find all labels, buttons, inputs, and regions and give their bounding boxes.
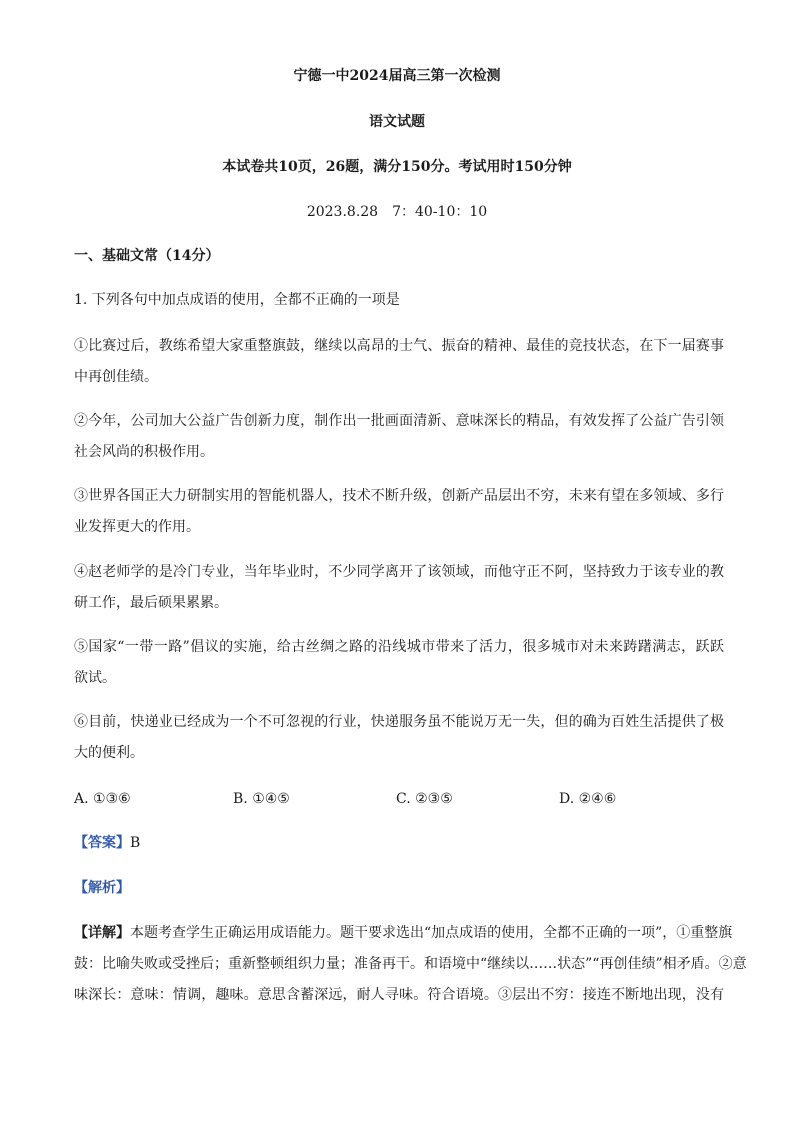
exam-info: 本试卷共10页，26题，满分150分。考试用时150分钟 <box>222 159 572 175</box>
detail-line-3: 味深长：意味：情调，趣味。意思含蓄深远，耐人寻味。符合语境。③层出不穷：接连不断地出现，没有 <box>74 987 724 1003</box>
item-5-line-2: 欲试。 <box>74 670 116 686</box>
item-6-line-1: ⑥目前，快递业已经成为一个不可忽视的行业，快递服务虽不能说万无一失，但的确为百姓生活提供了极 <box>74 714 724 730</box>
answer-value: B <box>130 835 141 851</box>
analysis-line <box>74 878 724 898</box>
item-1-line-1: ①比赛过后，教练希望大家重整旗鼓，继续以高昂的士气、振奋的精神、最佳的竞技状态，在下一届赛事 <box>74 338 724 354</box>
item-2-line-2: 社会风尚的积极作用。 <box>74 444 214 460</box>
subject-title: 语文试题 <box>369 114 425 130</box>
answer-line <box>74 833 724 853</box>
item-1-line-2: 中再创佳绩。 <box>74 369 158 385</box>
option-a: A. ①③⑥ <box>74 791 131 807</box>
detail-line-2: 鼓：比喻失败或受挫后；重新整顿组织力量；准备再干。和语境中“继续以……状态”“再创佳绩”相矛盾。②意 <box>74 956 747 972</box>
option-d: D. ②④⑥ <box>559 791 617 807</box>
section-heading: 一、基础文常（14分） <box>74 248 220 264</box>
item-3-line-2: 业发挥更大的作用。 <box>74 519 200 535</box>
item-4-line-2: 研工作，最后硕果累累。 <box>74 595 228 611</box>
detail-tag: 【详解】 <box>74 925 130 941</box>
option-b: B. ①④⑤ <box>233 791 290 807</box>
detail-text-1: 本题考查学生正确运用成语能力。题干要求选出“加点成语的使用，全都不正确的一项”，①重整旗 <box>130 925 733 941</box>
detail-line-1 <box>74 923 733 943</box>
school-title: 宁德一中2024届高三第一次检测 <box>293 68 501 84</box>
question-stem: 1. 下列各句中加点成语的使用，全都不正确的一项是 <box>74 292 400 308</box>
item-2-line-1: ②今年，公司加大公益广告创新力度，制作出一批画面清新、意味深长的精品，有效发挥了公益广告引领 <box>74 413 724 429</box>
item-6-line-2: 大的便利。 <box>74 745 144 761</box>
answer-tag: 【答案】 <box>74 835 130 851</box>
item-4-line-1: ④赵老师学的是冷门专业，当年毕业时，不少同学离开了该领域，而他守正不阿，坚持致力于该专业的教 <box>74 564 724 580</box>
option-c: C. ②③⑤ <box>396 791 453 807</box>
analysis-tag: 【解析】 <box>74 880 130 896</box>
item-5-line-1: ⑤国家“一带一路”倡议的实施，给古丝绸之路的沿线城市带来了活力，很多城市对未来踌躇满志，跃跃 <box>74 639 724 655</box>
exam-datetime: 2023.8.28 7：40-10：10 <box>306 204 488 220</box>
item-3-line-1: ③世界各国正大力研制实用的智能机器人，技术不断升级，创新产品层出不穷，未来有望在多领域、多行 <box>74 488 724 504</box>
